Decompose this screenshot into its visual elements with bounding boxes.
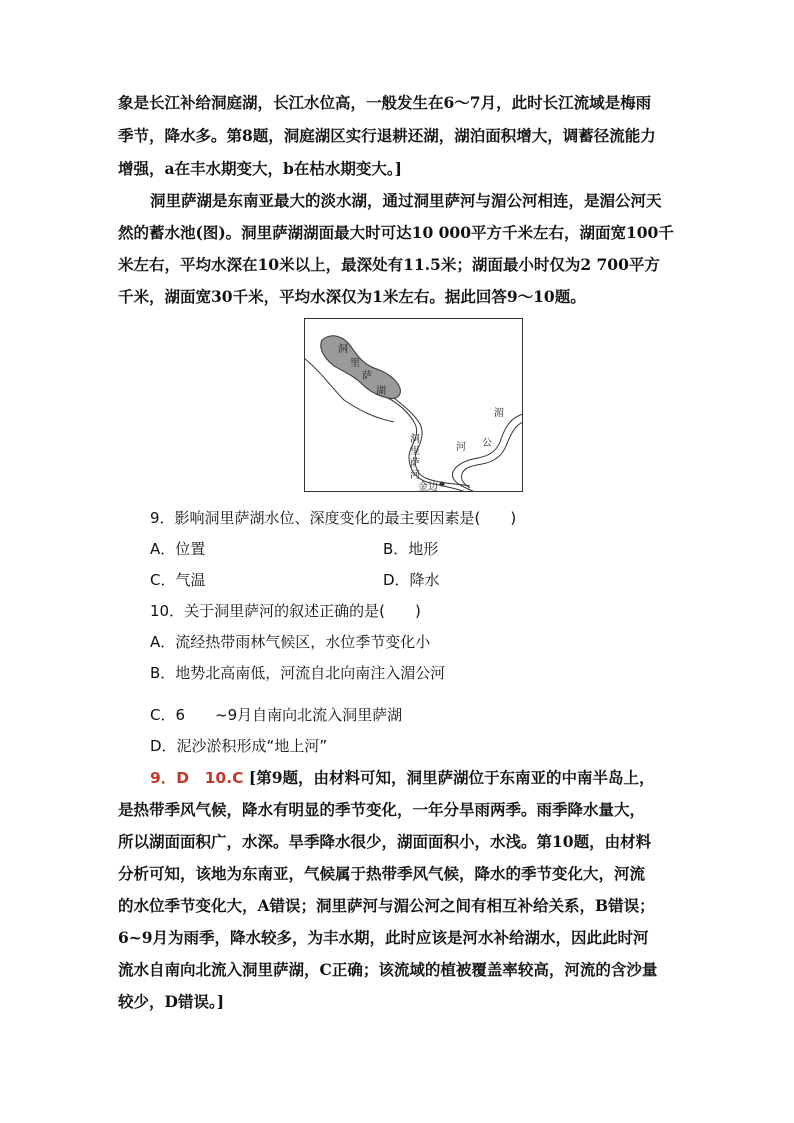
river-label-1: 洞: [410, 434, 420, 445]
explain-line-2: 季节，降水多。第8题，洞庭湖区实行退耕还湖，湖泊面积增大，调蓄径流能力: [118, 126, 656, 145]
q9-option-c: C．气温: [150, 571, 206, 589]
mekong-label-2: 公: [482, 438, 492, 449]
phnom-penh-dot: [440, 482, 445, 487]
answer-line-7: 流水自南向北流入洞里萨湖，C正确；该流域的植被覆盖率较高，河流的含沙量: [118, 960, 658, 979]
river-label-2: 里: [410, 446, 420, 457]
answer-text-1: [第9题，由材料可知，洞里萨湖位于东南亚的中南半岛上，: [248, 768, 655, 787]
q9-option-d: D．降水: [383, 571, 440, 589]
explain-line-3: 增强，a在丰水期变大，b在枯水期变大。]: [118, 159, 402, 178]
answer-line-2: 是热带季风气候，降水有明显的季节变化，一年分旱雨两季。雨季降水量大，: [118, 800, 646, 819]
river-label-3: 萨: [410, 458, 420, 469]
q10-stem: 10．关于洞里萨河的叙述正确的是( ): [150, 602, 421, 620]
q9-option-a: A．位置: [150, 540, 206, 558]
passage-line-1: 洞里萨湖是东南亚最大的淡水湖，通过洞里萨河与湄公河相连，是湄公河天: [150, 191, 662, 210]
answer-line-5: 的水位季节变化大，A错误；洞里萨河与湄公河之间有相互补给关系，B错误；: [118, 896, 655, 915]
q9-option-b: B．地形: [383, 540, 439, 558]
city-label: 金边: [418, 482, 438, 492]
q10-option-c: C．6 ~9月自南向北流入洞里萨湖: [150, 706, 403, 724]
lake-label-3: 萨: [362, 371, 372, 382]
answer-line-3: 所以湖面面积广，水深。旱季降水很少，湖面面积小，水浅。第10题，由材料: [118, 832, 652, 851]
answer-line-4: 分析可知，该地为东南亚，气候属于热带季风气候，降水的季节变化大，河流: [118, 864, 646, 883]
q10-option-a: A．流经热带雨林气候区，水位季节变化小: [150, 633, 431, 651]
answer-key: 9．D 10.C: [150, 769, 244, 787]
lake-label-1: 洞: [338, 344, 348, 355]
answer-line-8: 较少，D错误。]: [118, 992, 225, 1011]
passage-line-4: 千米，湖面宽30千米，平均水深仅为1米左右。据此回答9～10题。: [118, 287, 586, 306]
passage-line-3: 米左右，平均水深在10米以上，最深处有11.5米；湖面最小时仅为2 700平方: [118, 255, 660, 274]
q9-stem: 9．影响洞里萨湖水位、深度变化的最主要因素是( ): [150, 509, 517, 527]
passage-line-2: 然的蓄水池(图)。洞里萨湖湖面最大时可达10 000平方千米左右，湖面宽100千: [118, 223, 674, 242]
lake-label-4: 湖: [376, 386, 386, 397]
answer-line-6: 6~9月为雨季，降水较多，为丰水期，此时应该是河水补给湖水，因此此时河: [118, 928, 649, 947]
answer-line-1: [150, 768, 655, 788]
q10-option-b: B．地势北高南低，河流自北向南注入湄公河: [150, 664, 446, 682]
river-label-4: 河: [410, 470, 420, 481]
mekong-label-1: 湄: [494, 408, 504, 419]
explain-line-1: 象是长江补给洞庭湖，长江水位高，一般发生在6～7月，此时长江流域是梅雨: [118, 93, 652, 112]
tonle-sap-map: [304, 318, 523, 492]
mekong-label-3: 河: [456, 442, 466, 453]
q10-option-d: D．泥沙淤积形成“地上河”: [150, 737, 328, 755]
lake-label-2: 里: [350, 358, 360, 369]
